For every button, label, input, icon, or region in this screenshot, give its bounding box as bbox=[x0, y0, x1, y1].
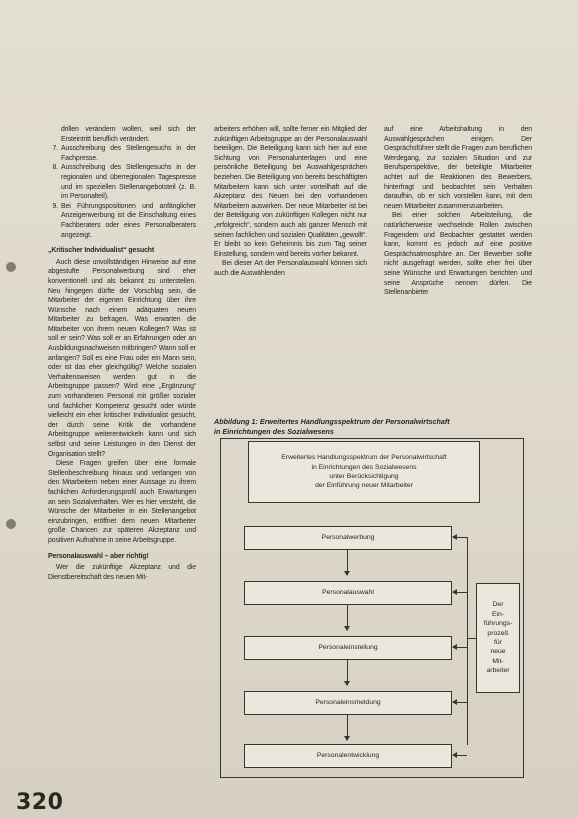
section-heading: „Kritischer Individualist“ gesucht bbox=[48, 247, 155, 255]
diagram-title-line: in Einrichtungen des Sozialwesens bbox=[311, 463, 417, 471]
text-column-1 bbox=[48, 125, 196, 582]
paragraph: Bei dieser Art der Personalauswahl können sich auch die Auswählenden bbox=[214, 260, 367, 277]
paragraph: auf eine Arbeitshaltung in den Auswahlgesprächen einigen. Der Gesprächsführer stellt die Fragen zum beruflichen Werdegang, zur sozialen Situation und zur Berufsperspektive, der beteiligte Mitarbeiter achtet auf die Reaktionen des Bewerbers, hinterfragt und beobachtet sein Verhalten daraufhin, ob er sich vorstellen kann, mit dem neuen Mitarbeiter zusammenzuarbeiten. bbox=[384, 126, 532, 210]
stage-box-personalentwicklung bbox=[244, 744, 452, 768]
stage-box-personalwerbung bbox=[244, 526, 452, 550]
list-item bbox=[48, 163, 196, 201]
side-box-einfuehrungsprozess bbox=[476, 583, 520, 693]
side-line: führungs- bbox=[483, 620, 513, 628]
figure-diagram bbox=[214, 438, 534, 778]
flow-arrow bbox=[347, 714, 348, 740]
section-heading: Personalauswahl – aber richtig! bbox=[48, 552, 149, 560]
paragraph: Wer die zukünftige Akzeptanz und die Dienstbereitschaft des neuen Mit- bbox=[48, 564, 196, 581]
list-item-text: Bei Führungspositionen und anfänglicher Anzeigenwerbung ist die Einschaltung eines Fachberaters oder eines Personalberaters angezeigt. bbox=[61, 202, 196, 239]
stage-label: Personaleinstellung bbox=[318, 644, 378, 652]
flow-arrow bbox=[347, 549, 348, 575]
list-item-number: 8. bbox=[52, 164, 58, 172]
diagram-title-box bbox=[248, 441, 480, 503]
stage-box-personalauswahl bbox=[244, 581, 452, 605]
side-line: arbeiter bbox=[486, 667, 510, 675]
col1-lead: drillen verändern wollen, weil sich der Ersteintritt beruflich verändert. bbox=[61, 126, 196, 143]
bracket-arrow bbox=[453, 755, 467, 756]
bracket-line bbox=[467, 537, 468, 745]
bracket-arrow bbox=[453, 592, 467, 593]
list-item-text: Ausschreibung des Stellengesuchs in der Fachpresse. bbox=[61, 145, 196, 162]
figure-caption bbox=[214, 417, 534, 436]
diagram-title-line: Erweitertes Handlungsspektrum der Personalwirtschaft bbox=[281, 454, 447, 462]
bracket-arrow bbox=[453, 647, 467, 648]
paragraph: Bei einer solchen Arbeitsteilung, die natürlicherweise wechselnde Rollen zwischen Fragendem und Beobachter gestattet werden kann, kommt es jedoch auf eine positive Gesprächsatmosphäre an. Der Bewerber sollte nicht ausgefragt werden, sollte eher frei über seine Wünsche und Erwartungen berichten und seine Ansprüche nennen dürfen. Die Stellenanbieter bbox=[384, 212, 532, 297]
flow-arrow bbox=[347, 659, 348, 685]
text-column-2 bbox=[214, 125, 367, 279]
bracket-arrow bbox=[453, 702, 467, 703]
paragraph: arbeiters erhöhen will, sollte ferner ein Mitglied der zukünftigen Arbeitsgruppe an der Personalauswahl beteiligen. Die Beteiligung kann sich hier auf eine Sichtung von Personalunterlagen und eine persönliche Beteiligung bei Auswahlgesprächen beziehen. Die Beteiligung von bereits beschäftigten Mitarbeitern kann sich unter vorteilhaft auf die Akzeptanz des Neuen bei den vorhandenen Mitarbeitern auswirken. Der neue Mitarbeiter ist bei der Beteiligung von zukünftigen Kollegen nicht nur „erfolgreich“, sondern auch als ganzer Mensch mit seinen fachlichen und sozialen Qualitäten „gewollt“. Er bleibt so kein Geheimnis bis zum Tag seiner Einstellung, sondern wird bereits vorher bekannt. bbox=[214, 126, 367, 258]
side-line: neue bbox=[490, 648, 506, 656]
bracket-connector bbox=[467, 638, 476, 639]
flow-arrow bbox=[347, 604, 348, 630]
list-item-text: Ausschreibung des Stellengesuchs in der regionalen und überregionalen Tagespresse und im speziellen Stellenangebotsteil (z. B. im Personalteil). bbox=[61, 164, 196, 201]
diagram-title-line: unter Berücksichtigung bbox=[329, 473, 399, 480]
side-line: für bbox=[494, 639, 502, 646]
figure-caption-line: in Einrichtungen des Sozialwesens bbox=[214, 426, 334, 436]
paragraph: Auch diese unvollständigen Hinweise auf eine abgestufte Personalwerbung sind eher konventionell und als bekannt zu unterstellen. Neu hingegen dürfte der Vorschlag sein, die Mitarbeiter der eigenen Einrichtung über ihre Wünsche nach einem adäquaten neuen Mitarbeiter zu befragen. Was erwarten die Mitarbeiter von ihrem neuen Kollegen? Was ist soll er sein? Was soll er an Erfahrungen oder an Ausbildungsnachweisen mitbringen? Wann soll er anfangen? Soll es eine Frau oder ein Mann sein, oder ist das eher gleichgültig? Welche sozialen Verhaltensweisen werden gut in die Arbeitsgruppe passen? Wird eine „Ergänzung“ zum vorhandenen Personal mit größer sozialer und fachlicher Kompetenz gesucht oder würde vielleicht ein eher kritischer Individualist gesucht, der durch seine Kritik die vorhandene Arbeitsgruppe weiterentwickeln kann und sich selbst und seine Leistungen in den Dienst der Organisation stellt? bbox=[48, 258, 196, 458]
side-line: Mit- bbox=[492, 657, 504, 665]
diagram-title-line: der Einführung neuer Mitarbeiter bbox=[315, 482, 413, 490]
side-line: Der bbox=[492, 601, 504, 609]
list-item-number: 7. bbox=[52, 145, 58, 153]
page-number: 320 bbox=[16, 790, 64, 815]
stage-label: Personalentwicklung bbox=[316, 752, 380, 760]
side-line: prozeß bbox=[487, 629, 509, 637]
list-item-number: 9. bbox=[52, 202, 58, 210]
paragraph: Diese Fragen greifen über eine formale Stellenbeschreibung hinaus und verlangen von den Mitarbeitern neben einer Aussage zu ihrem fachlichen Anforderungsprofil auch Erwartungen an sein Sozialverhalten. Wer es hier versteht, die Wünsche der Mitarbeiter in ein Stellenangebot einzubringen, eröffnet dem neuen Mitarbeiter große Chancen zur späteren Akzeptanz und positiven Aufnahme in seine Arbeitsgruppe. bbox=[48, 460, 196, 544]
stage-label: Personalwerbung bbox=[321, 534, 375, 542]
side-line: Ein- bbox=[491, 610, 505, 618]
punch-hole-top bbox=[6, 262, 16, 272]
stage-box-personaleinstellung bbox=[244, 636, 452, 660]
figure-caption-line: Abbildung 1: Erweitertes Handlungsspektrum der Personalwirtschaft bbox=[214, 417, 450, 426]
stage-label: Personalauswahl bbox=[322, 589, 374, 597]
stage-box-personaleinsmeldung bbox=[244, 691, 452, 715]
punch-hole-bottom bbox=[6, 519, 16, 529]
text-column-3 bbox=[384, 125, 532, 298]
stage-label: Personaleinsmeldung bbox=[315, 699, 381, 707]
bracket-arrow bbox=[453, 537, 467, 538]
list-item bbox=[48, 202, 196, 240]
list-item bbox=[48, 144, 196, 163]
